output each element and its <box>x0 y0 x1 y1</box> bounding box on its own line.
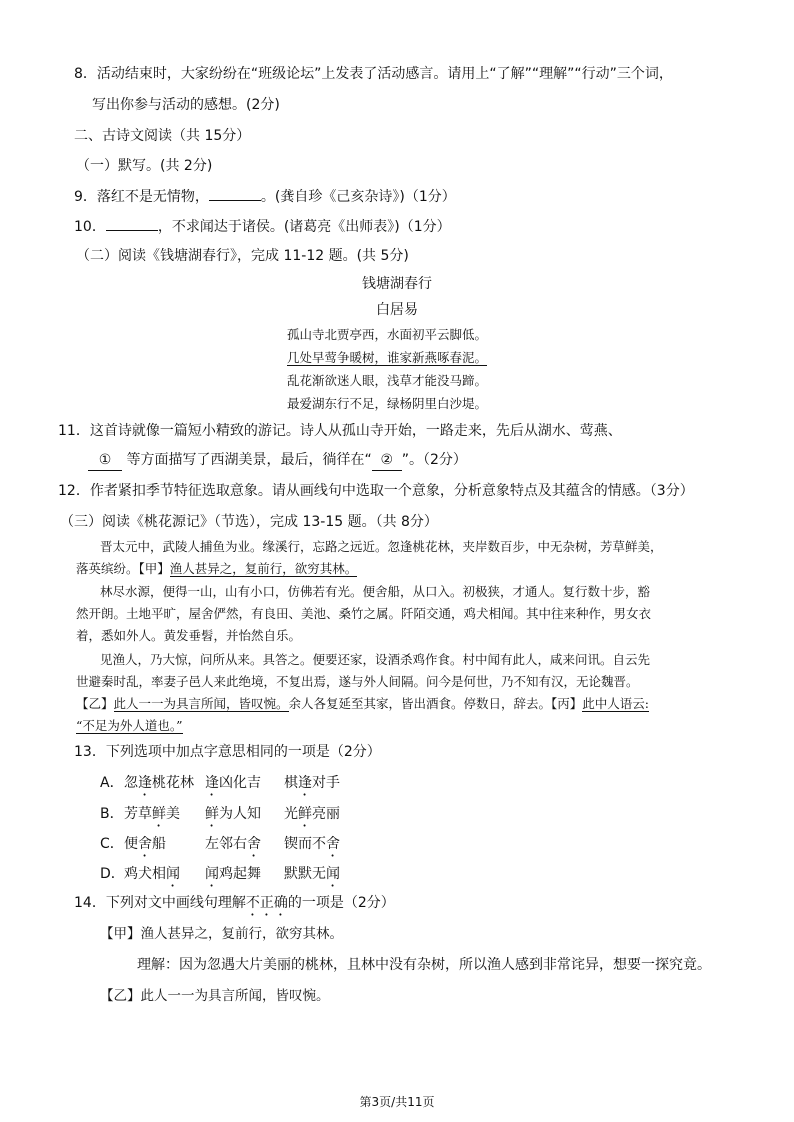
q13-dotted-char: 闻 <box>205 866 219 882</box>
q13-dotted-char: 舍 <box>247 836 261 852</box>
q14-stem <box>74 893 395 919</box>
passage-yi-underlined: 此人一一为具言所闻，皆叹惋。 <box>113 696 289 711</box>
passage-p2c: 着，悉如外人。黄发垂髫，并怡然自乐。 <box>76 628 302 643</box>
q13-option-phrase <box>205 834 261 860</box>
passage-p3c-mid: 余人各复延至其家，皆出酒食。停数日，辞去。【丙】 <box>288 696 583 711</box>
q13-dotted-char: 鲜 <box>152 806 166 822</box>
page-footer: 第3页/共11页 <box>359 1095 435 1109</box>
q13-phrase-part: 默默无 <box>284 866 326 882</box>
passage-p2b: 然开朗。土地平旷，屋舍俨然，有良田、美池、桑竹之属。阡陌交通，鸡犬相闻。其中往来种作，男女衣 <box>76 606 652 621</box>
passage-yi-tag: 【乙】 <box>76 696 114 711</box>
q13-option-phrase <box>284 834 340 860</box>
q14-jia-explanation: 理解：因为忽遇大片美丽的桃林，且林中没有杂树，所以渔人感到非常诧异，想要一探究竟。 <box>137 957 711 973</box>
q9-pre: 9．落红不是无情物， <box>74 189 209 205</box>
q12: 12．作者紧扣季节特征选取意象。请从画线句中选取一个意象，分析意象特点及其蕴含的情感。（3分） <box>58 483 694 499</box>
q13-phrase-part: 棋 <box>284 775 298 791</box>
passage-p2a: 林尽水源，便得一山，山有小口，仿佛若有光。便舍船，从口入。初极狭，才通人。复行数十步，豁 <box>100 584 651 599</box>
q13-phrase-part: 便 <box>124 836 138 852</box>
subsection2-heading: （二）阅读《钱塘湖春行》，完成 11-12 题。(共 5分) <box>76 248 409 264</box>
q13-phrase-part: 亮丽 <box>312 806 340 822</box>
q10-post: ，不求闻达于诸侯。(诸葛亮《出师表》)（1分） <box>157 219 451 235</box>
q11-line1: 11．这首诗就像一篇短小精致的游记。诗人从孤山寺开始，一路走来，先后从湖水、莺燕、 <box>58 423 622 439</box>
passage-p3b: 世避秦时乱，率妻子邑人来此绝境，不复出焉，遂与外人间隔。问今是何世，乃不知有汉，无论魏晋。 <box>76 674 639 689</box>
q11-end: ”。（2分） <box>401 452 467 468</box>
q13-dotted-char: 逢 <box>298 775 312 791</box>
q13-option-label[interactable]: C． <box>100 836 124 852</box>
subsection3-heading: （三）阅读《桃花源记》（节选），完成 13-15 题。（共 8分） <box>60 514 438 530</box>
q13-phrase-part: 桃花林 <box>152 775 194 791</box>
q13-option-phrase <box>205 773 261 799</box>
q10-answer-blank[interactable] <box>106 216 158 231</box>
q14-stem-post: 的一项是（2分） <box>287 895 395 911</box>
q13-option-label[interactable]: D． <box>100 866 125 882</box>
poem-line-2-underlined: 几处早莺争暖树，谁家新燕啄春泥。 <box>287 350 488 365</box>
subsection1-heading: （一）默写。(共 2分) <box>76 158 213 174</box>
section2-heading: 二、古诗文阅读（共 15分） <box>74 128 251 144</box>
q13-stem: 13．下列选项中加点字意思相同的一项是（2分） <box>74 744 381 760</box>
q9-post: 。(龚自珍《己亥杂诗》)（1分） <box>260 189 456 205</box>
poem-line-3: 乱花渐欲迷人眼，浅草才能没马蹄。 <box>287 373 488 388</box>
q13-phrase-part: 美 <box>166 806 180 822</box>
q13-dotted-char: 逢 <box>205 775 219 791</box>
q14-jia-sentence: 【甲】渔人甚异之，复前行，欲穷其林。 <box>100 926 343 942</box>
q13-dotted-char: 舍 <box>138 836 152 852</box>
q9-answer-blank[interactable] <box>209 186 261 201</box>
q13-dotted-char: 鲜 <box>205 806 219 822</box>
q13-phrase-part: 为人知 <box>219 806 261 822</box>
q13-option-phrase <box>124 773 194 799</box>
q13-dotted-char: 闻 <box>166 866 180 882</box>
passage-p3a: 见渔人，乃大惊，问所从来。具答之。便要还家，设酒杀鸡作食。村中闻有此人，咸来问讯。自云先 <box>100 652 651 667</box>
q13-option-phrase <box>124 864 180 890</box>
q13-dotted-char: 闻 <box>326 866 340 882</box>
q13-dotted-char: 鲜 <box>298 806 312 822</box>
passage-jia-underlined: 渔人甚异之，复前行，欲穷其林。 <box>169 561 358 576</box>
passage-p1b-pre: 落英缤纷。【甲】 <box>76 561 170 576</box>
q13-option-phrase <box>124 834 166 860</box>
poem-title: 钱塘湖春行 <box>362 276 432 292</box>
q10 <box>74 216 451 237</box>
q13-option-phrase <box>205 864 261 890</box>
q13-phrase-part: 芳草 <box>124 806 152 822</box>
poem-line-1: 孤山寺北贾亭西，水面初平云脚低。 <box>287 327 488 342</box>
q14-stem-emphasis: 不正确 <box>245 895 288 911</box>
q13-option-phrase <box>205 804 261 830</box>
q13-option-label[interactable]: B． <box>100 806 124 822</box>
q13-phrase-part: 船 <box>152 836 166 852</box>
q13-phrase-part: 锲而不 <box>284 836 326 852</box>
q13-phrase-part: 对手 <box>312 775 340 791</box>
q13-option-label[interactable]: A． <box>100 775 124 791</box>
q8-line2: 写出你参与活动的感想。(2分) <box>92 97 280 113</box>
q11-mid: 等方面描写了西湖美景，最后，徜徉在“ <box>126 452 372 468</box>
q9 <box>74 186 456 207</box>
q11-blank-2[interactable]: ② <box>372 450 402 471</box>
q11-line2 <box>88 450 467 471</box>
q13-phrase-part: 凶化吉 <box>219 775 261 791</box>
q13-option-phrase <box>284 773 340 799</box>
q14-stem-pre: 14．下列对文中画线句理解 <box>74 895 246 911</box>
poem-author: 白居易 <box>376 302 418 318</box>
q11-blank-1[interactable]: ① <box>88 450 122 471</box>
q13-option-phrase <box>284 864 340 890</box>
q13-phrase-part: 左邻右 <box>205 836 247 852</box>
q13-dotted-char: 舍 <box>326 836 340 852</box>
q13-dotted-char: 逢 <box>138 775 152 791</box>
q8-line1: 8．活动结束时，大家纷纷在“班级论坛”上发表了活动感言。请用上“了解”“理解”“行动”三个词， <box>74 66 673 82</box>
q10-pre: 10． <box>74 219 106 235</box>
q13-phrase-part: 光 <box>284 806 298 822</box>
passage-p3c <box>76 694 649 714</box>
passage-p1b <box>76 559 357 579</box>
poem-line-2 <box>287 348 487 368</box>
q14-yi-sentence: 【乙】此人一一为具言所闻，皆叹惋。 <box>100 988 330 1004</box>
q13-option-phrase <box>284 804 340 830</box>
poem-line-4: 最爱湖东行不足，绿杨阴里白沙堤。 <box>287 396 488 411</box>
q13-phrase-part: 忽 <box>124 775 138 791</box>
passage-bing-underlined: 此中人语云: <box>582 696 650 711</box>
q13-phrase-part: 鸡犬相 <box>124 866 166 882</box>
q13-phrase-part: 鸡起舞 <box>219 866 261 882</box>
passage-p3d <box>76 716 183 736</box>
passage-p1a: 晋太元中，武陵人捕鱼为业。缘溪行，忘路之远近。忽逢桃花林，夹岸数百步，中无杂树，芳草鲜美， <box>100 539 663 554</box>
q13-option-phrase <box>124 804 180 830</box>
passage-bing-underlined-2: “不足为外人道也。” <box>76 718 183 733</box>
